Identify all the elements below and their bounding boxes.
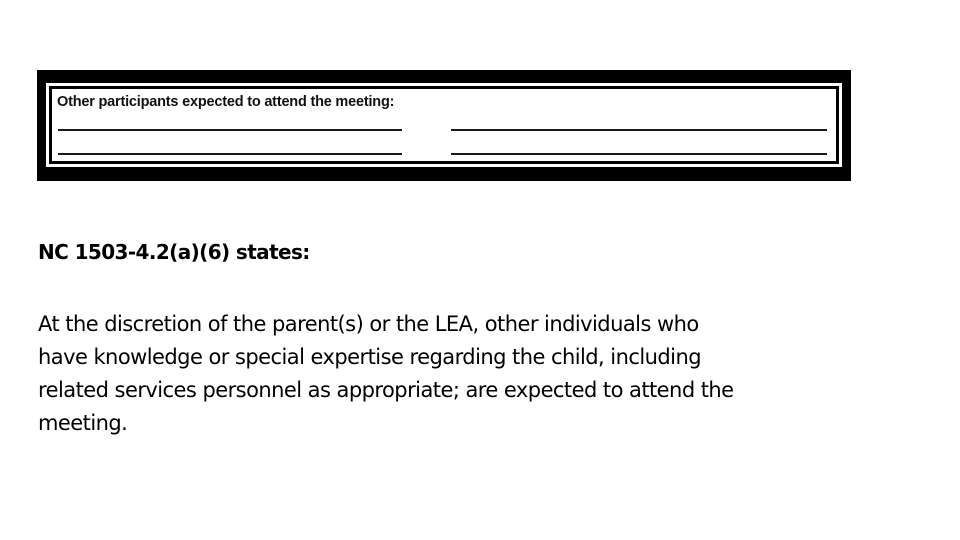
blank-line	[451, 153, 827, 155]
regulation-text	[38, 308, 918, 440]
regulation-text-line: related services personnel as appropriate; are expected to attend the	[38, 378, 734, 402]
citation-heading: NC 1503-4.2(a)(6) states:	[38, 240, 310, 264]
form-snippet-image	[37, 70, 851, 181]
form-field-label: Other participants expected to attend the meeting:	[57, 94, 395, 110]
regulation-text-line: have knowledge or special expertise regarding the child, including	[38, 345, 701, 369]
blank-line	[58, 129, 402, 131]
regulation-text-line: meeting.	[38, 411, 128, 435]
blank-line	[451, 129, 827, 131]
regulation-text-line: At the discretion of the parent(s) or the LEA, other individuals who	[38, 312, 699, 336]
form-field-box	[46, 83, 842, 167]
blank-line	[58, 153, 402, 155]
